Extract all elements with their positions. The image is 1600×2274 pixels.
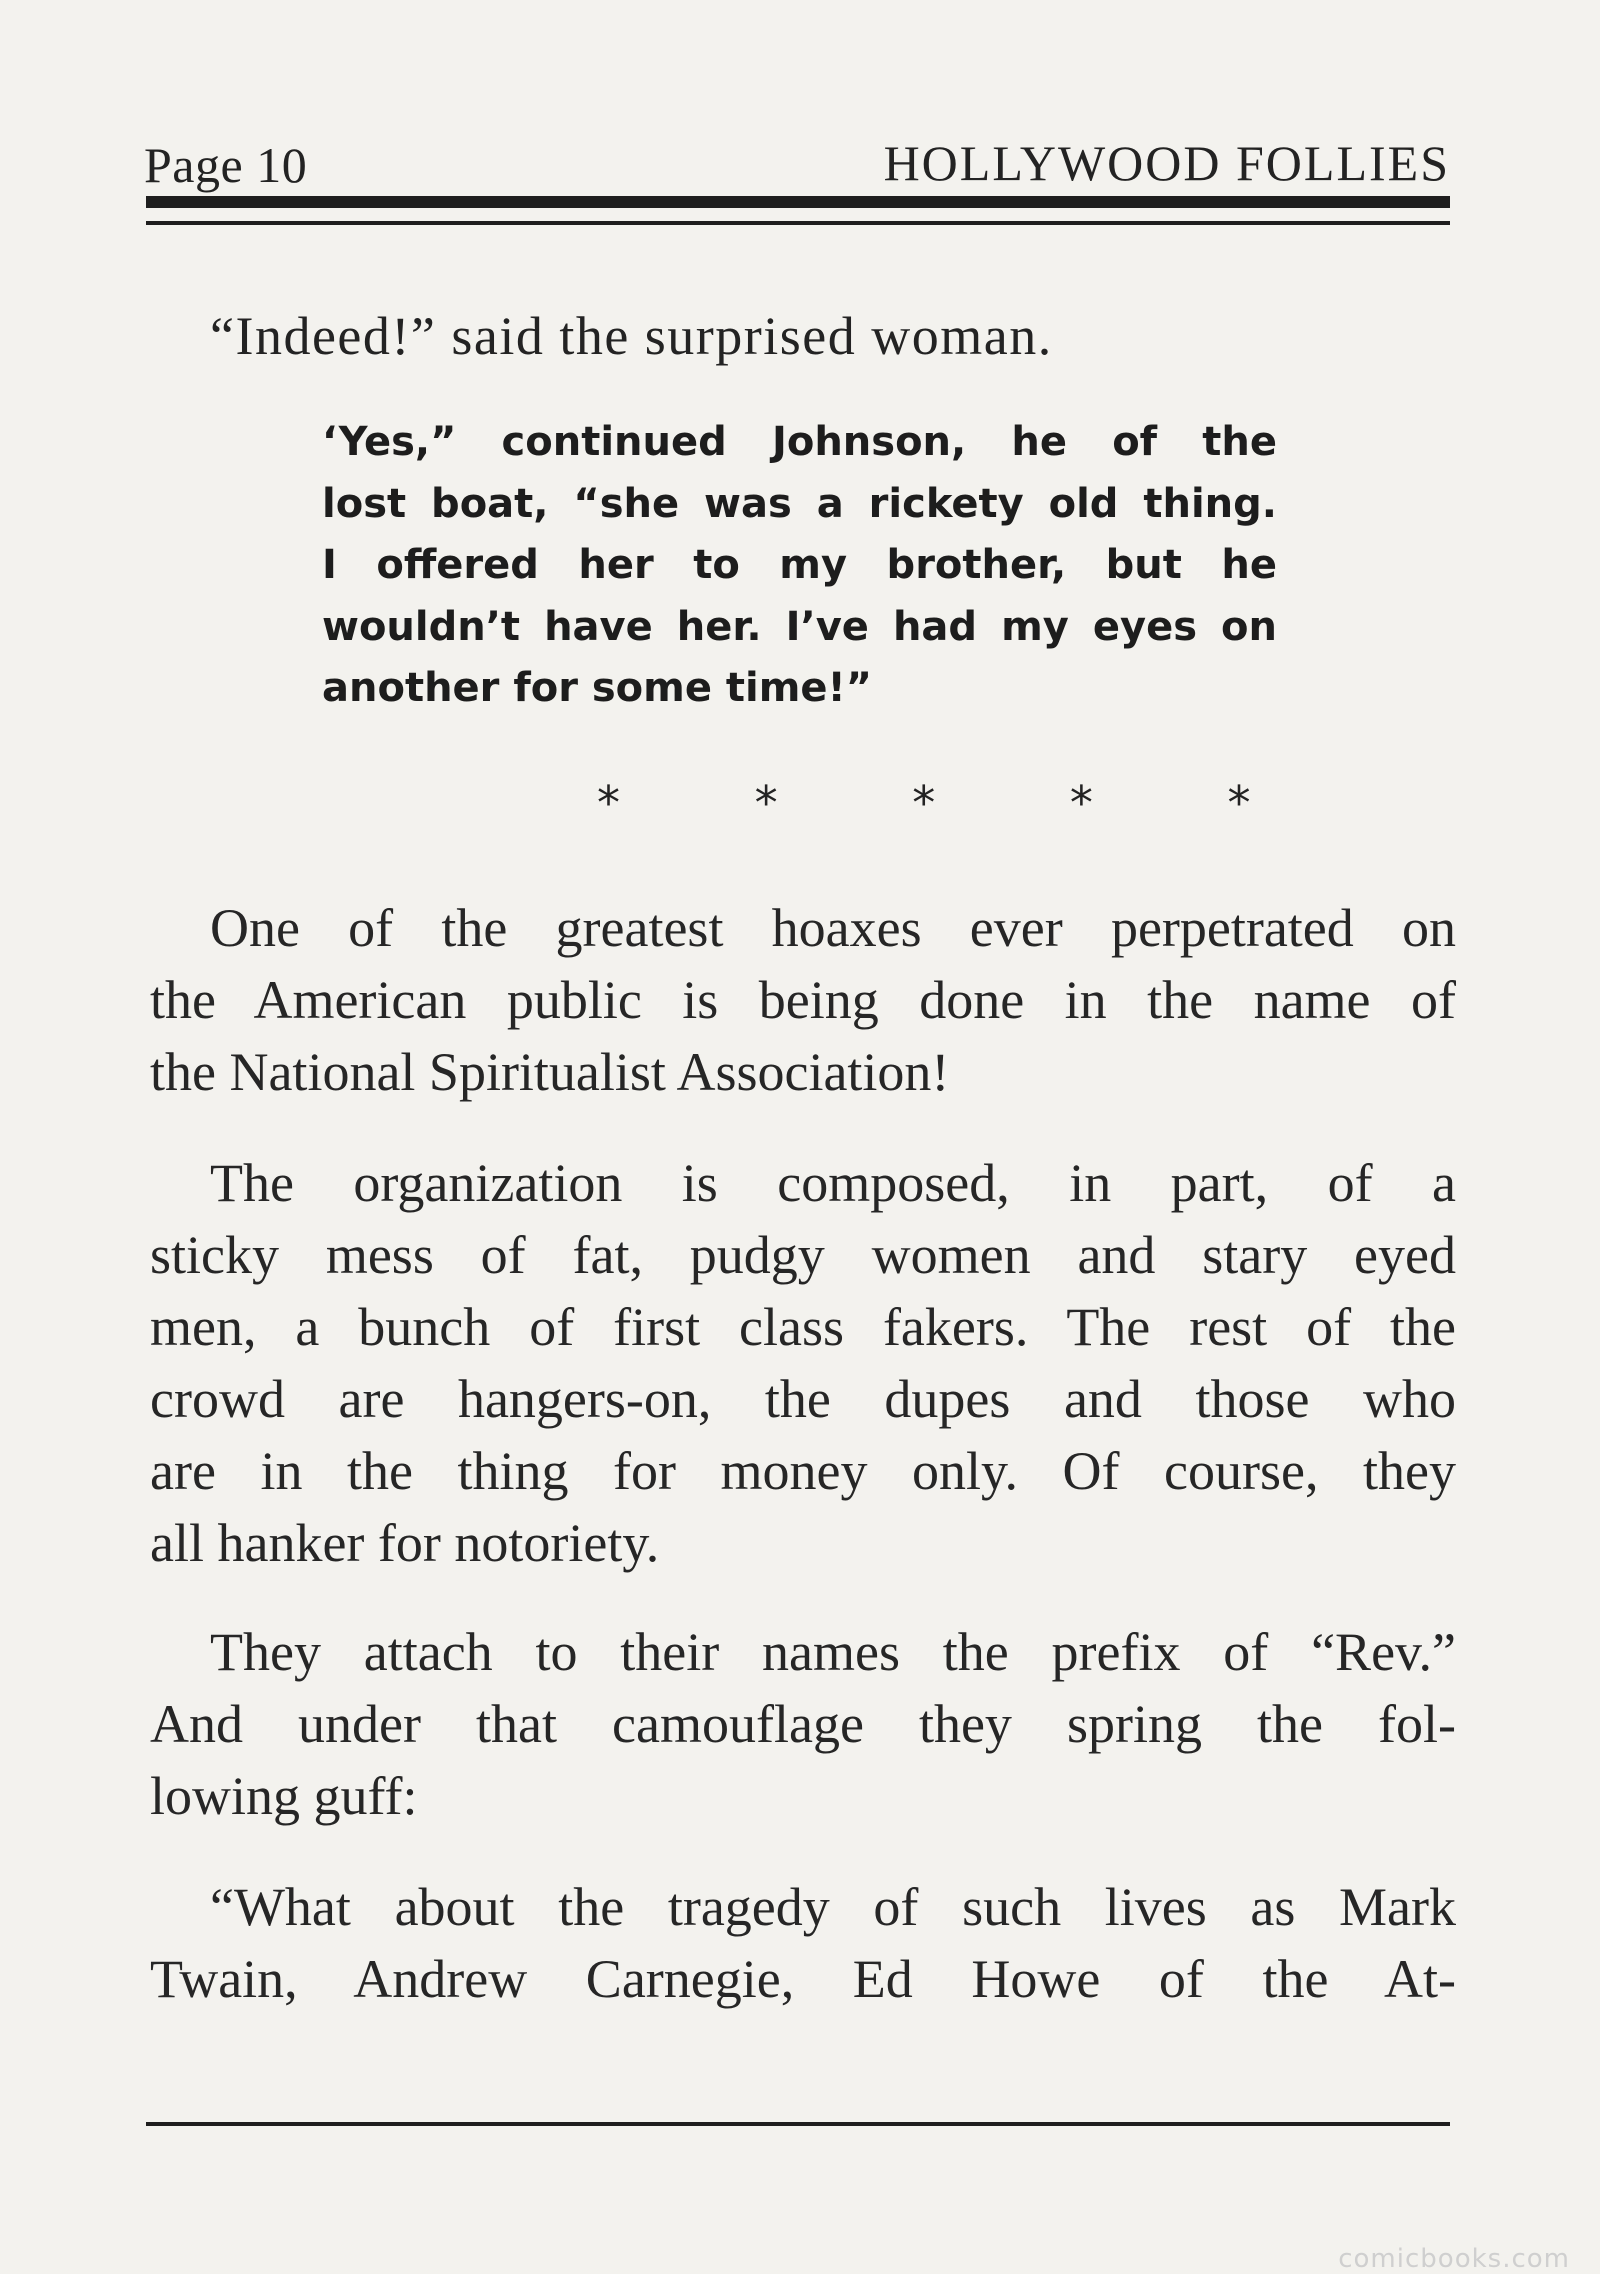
- running-title: HOLLYWOOD FOLLIES: [883, 135, 1450, 191]
- paragraph-4: [150, 1871, 1456, 2015]
- paragraph-line: “What about the tragedy of such lives as Mark: [210, 1877, 1456, 1937]
- quote-line: wouldn’t have her. I’ve had my eyes on: [322, 603, 1277, 650]
- footer-rule: [146, 2122, 1450, 2126]
- paragraph-line: sticky mess of fat, pudgy women and stary eyed: [150, 1225, 1456, 1285]
- paragraph-line: all hanker for notoriety.: [150, 1513, 660, 1573]
- quote-block: [322, 412, 1277, 720]
- paragraph-line: the National Spiritualist Association!: [150, 1042, 950, 1102]
- header-rule-thick: [146, 196, 1450, 208]
- paragraph-line: crowd are hangers-on, the dupes and those who: [150, 1369, 1456, 1429]
- opening-line: “Indeed!” said the surprised woman.: [210, 306, 1053, 366]
- paragraph-line: the American public is being done in the name of: [150, 970, 1456, 1030]
- paragraph-line: lowing guff:: [150, 1766, 418, 1826]
- paragraph-3: [150, 1616, 1456, 1832]
- header-rule-thin: [146, 221, 1450, 225]
- quote-line: ‘Yes,” continued Johnson, he of the: [322, 419, 1277, 465]
- paragraph-line: One of the greatest hoaxes ever perpetrated on: [210, 898, 1456, 958]
- page-number: Page 10: [144, 137, 308, 193]
- page-header: [144, 130, 1450, 192]
- paragraph-line: And under that camouflage they spring the fol-: [150, 1694, 1456, 1754]
- paragraph-line: They attach to their names the prefix of “Rev.”: [210, 1622, 1456, 1682]
- section-separator: * * * * *: [597, 776, 1311, 830]
- quote-line: lost boat, “she was a rickety old thing.: [322, 480, 1277, 527]
- paragraph-line: Twain, Andrew Carnegie, Ed Howe of the At-: [150, 1949, 1456, 2009]
- quote-line: another for some time!”: [322, 665, 873, 711]
- paragraph-line: The organization is composed, in part, of a: [210, 1153, 1456, 1213]
- paragraph-2: [150, 1147, 1456, 1579]
- paragraph-line: are in the thing for money only. Of course, they: [150, 1441, 1456, 1501]
- quote-line: I offered her to my brother, but he: [322, 542, 1277, 588]
- paragraph-1: [150, 892, 1456, 1108]
- paragraph-line: men, a bunch of first class fakers. The rest of the: [150, 1297, 1456, 1357]
- watermark: comicbooks.com: [1338, 2244, 1570, 2274]
